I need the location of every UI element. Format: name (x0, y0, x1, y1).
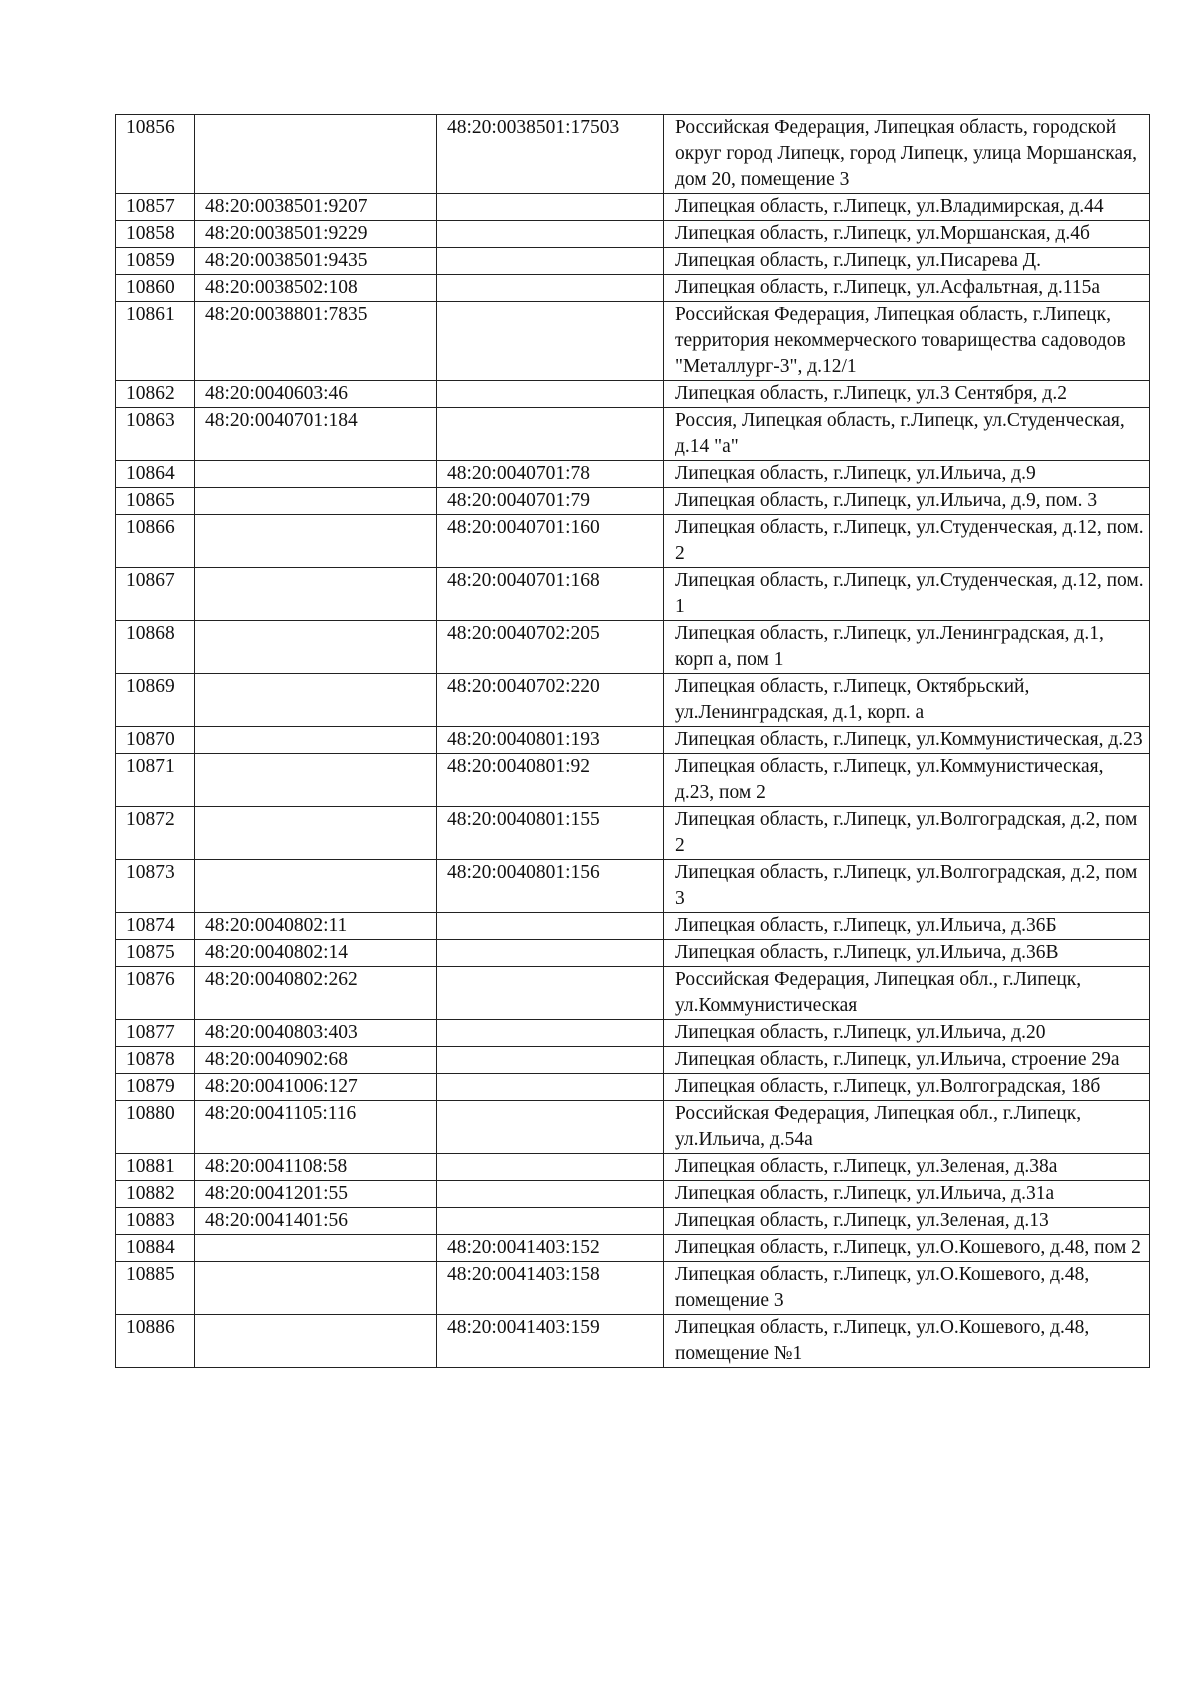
object-cadastral-number-cell: 48:20:0040702:220 (437, 674, 664, 727)
land-cadastral-number-cell: 48:20:0038501:9229 (195, 221, 437, 248)
object-cadastral-number-cell: 48:20:0038501:17503 (437, 115, 664, 194)
table-row (116, 381, 1150, 408)
object-cadastral-number-cell (437, 302, 664, 381)
land-cadastral-number-cell (195, 1262, 437, 1315)
address-cell: Российская Федерация, Липецкая область, г.Липецк, территория некоммерческого товарищества садоводов "Металлург-3", д.12/1 (664, 302, 1150, 381)
row-number-cell: 10856 (116, 115, 195, 194)
land-cadastral-number-cell: 48:20:0040802:14 (195, 940, 437, 967)
row-number-cell: 10882 (116, 1181, 195, 1208)
address-cell: Липецкая область, г.Липецк, ул.Ильича, д.36В (664, 940, 1150, 967)
object-cadastral-number-cell (437, 967, 664, 1020)
table-row (116, 1262, 1150, 1315)
address-cell: Липецкая область, г.Липецк, ул.Коммунистическая, д.23 (664, 727, 1150, 754)
land-cadastral-number-cell (195, 515, 437, 568)
address-cell: Липецкая область, г.Липецк, ул.Ильича, д.36Б (664, 913, 1150, 940)
object-cadastral-number-cell: 48:20:0040701:78 (437, 461, 664, 488)
land-cadastral-number-cell: 48:20:0041401:56 (195, 1208, 437, 1235)
table-row (116, 1020, 1150, 1047)
address-cell: Липецкая область, г.Липецк, ул.Моршанская, д.4б (664, 221, 1150, 248)
address-cell: Липецкая область, г.Липецк, ул.Волгоградская, 18б (664, 1074, 1150, 1101)
table-row (116, 1047, 1150, 1074)
land-cadastral-number-cell (195, 860, 437, 913)
address-cell: Липецкая область, г.Липецк, Октябрьский, ул.Ленинградская, д.1, корп. а (664, 674, 1150, 727)
land-cadastral-number-cell (195, 727, 437, 754)
table-row (116, 727, 1150, 754)
row-number-cell: 10864 (116, 461, 195, 488)
address-cell: Липецкая область, г.Липецк, ул.Студенческая, д.12, пом. 2 (664, 515, 1150, 568)
row-number-cell: 10880 (116, 1101, 195, 1154)
object-cadastral-number-cell: 48:20:0041403:159 (437, 1315, 664, 1368)
row-number-cell: 10883 (116, 1208, 195, 1235)
object-cadastral-number-cell (437, 275, 664, 302)
table-row (116, 275, 1150, 302)
address-cell: Липецкая область, г.Липецк, ул.Ильича, строение 29а (664, 1047, 1150, 1074)
row-number-cell: 10872 (116, 807, 195, 860)
table-row (116, 1208, 1150, 1235)
land-cadastral-number-cell: 48:20:0038801:7835 (195, 302, 437, 381)
table-row (116, 1235, 1150, 1262)
land-cadastral-number-cell (195, 1235, 437, 1262)
object-cadastral-number-cell (437, 1181, 664, 1208)
row-number-cell: 10881 (116, 1154, 195, 1181)
object-cadastral-number-cell (437, 940, 664, 967)
table-row (116, 488, 1150, 515)
object-cadastral-number-cell (437, 248, 664, 275)
address-cell: Липецкая область, г.Липецк, ул.Ильича, д.20 (664, 1020, 1150, 1047)
table-row (116, 248, 1150, 275)
address-cell: Липецкая область, г.Липецк, ул.3 Сентября, д.2 (664, 381, 1150, 408)
land-cadastral-number-cell: 48:20:0040902:68 (195, 1047, 437, 1074)
land-cadastral-number-cell: 48:20:0040603:46 (195, 381, 437, 408)
row-number-cell: 10867 (116, 568, 195, 621)
address-cell: Липецкая область, г.Липецк, ул.О.Кошевого, д.48, помещение 3 (664, 1262, 1150, 1315)
address-cell: Российская Федерация, Липецкая обл., г.Липецк, ул.Коммунистическая (664, 967, 1150, 1020)
row-number-cell: 10863 (116, 408, 195, 461)
object-cadastral-number-cell (437, 381, 664, 408)
row-number-cell: 10866 (116, 515, 195, 568)
object-cadastral-number-cell (437, 221, 664, 248)
object-cadastral-number-cell (437, 1101, 664, 1154)
land-cadastral-number-cell: 48:20:0040701:184 (195, 408, 437, 461)
table-row (116, 860, 1150, 913)
land-cadastral-number-cell (195, 568, 437, 621)
address-cell: Российская Федерация, Липецкая область, городской округ город Липецк, город Липецк, улица Моршанская, дом 20, помещение 3 (664, 115, 1150, 194)
row-number-cell: 10877 (116, 1020, 195, 1047)
land-cadastral-number-cell: 48:20:0041108:58 (195, 1154, 437, 1181)
address-cell: Липецкая область, г.Липецк, ул.Ильича, д.31а (664, 1181, 1150, 1208)
row-number-cell: 10869 (116, 674, 195, 727)
table-row (116, 754, 1150, 807)
row-number-cell: 10868 (116, 621, 195, 674)
row-number-cell: 10885 (116, 1262, 195, 1315)
row-number-cell: 10878 (116, 1047, 195, 1074)
row-number-cell: 10857 (116, 194, 195, 221)
object-cadastral-number-cell (437, 1047, 664, 1074)
address-cell: Липецкая область, г.Липецк, ул.Волгоградская, д.2, пом 2 (664, 807, 1150, 860)
row-number-cell: 10860 (116, 275, 195, 302)
table-row (116, 967, 1150, 1020)
land-cadastral-number-cell (195, 488, 437, 515)
row-number-cell: 10862 (116, 381, 195, 408)
land-cadastral-number-cell: 48:20:0040802:11 (195, 913, 437, 940)
row-number-cell: 10873 (116, 860, 195, 913)
table-row (116, 1154, 1150, 1181)
land-cadastral-number-cell (195, 115, 437, 194)
object-cadastral-number-cell: 48:20:0040801:193 (437, 727, 664, 754)
object-cadastral-number-cell: 48:20:0040701:79 (437, 488, 664, 515)
address-cell: Липецкая область, г.Липецк, ул.Коммунистическая, д.23, пом 2 (664, 754, 1150, 807)
table-row (116, 807, 1150, 860)
address-cell: Липецкая область, г.Липецк, ул.Асфальтная, д.115а (664, 275, 1150, 302)
object-cadastral-number-cell (437, 1154, 664, 1181)
land-cadastral-number-cell: 48:20:0038501:9207 (195, 194, 437, 221)
object-cadastral-number-cell (437, 1074, 664, 1101)
table-row (116, 674, 1150, 727)
table-row (116, 194, 1150, 221)
object-cadastral-number-cell (437, 913, 664, 940)
object-cadastral-number-cell: 48:20:0040702:205 (437, 621, 664, 674)
land-cadastral-number-cell (195, 807, 437, 860)
table-row (116, 568, 1150, 621)
row-number-cell: 10861 (116, 302, 195, 381)
land-cadastral-number-cell (195, 1315, 437, 1368)
table-row (116, 408, 1150, 461)
address-cell: Липецкая область, г.Липецк, ул.Ильича, д.9, пом. 3 (664, 488, 1150, 515)
object-cadastral-number-cell: 48:20:0040801:155 (437, 807, 664, 860)
registry-table-body (116, 115, 1150, 1368)
table-row (116, 115, 1150, 194)
row-number-cell: 10876 (116, 967, 195, 1020)
address-cell: Липецкая область, г.Липецк, ул.Писарева Д. (664, 248, 1150, 275)
row-number-cell: 10874 (116, 913, 195, 940)
object-cadastral-number-cell (437, 1208, 664, 1235)
address-cell: Российская Федерация, Липецкая обл., г.Липецк, ул.Ильича, д.54а (664, 1101, 1150, 1154)
table-row (116, 221, 1150, 248)
object-cadastral-number-cell (437, 194, 664, 221)
land-cadastral-number-cell (195, 621, 437, 674)
table-row (116, 1074, 1150, 1101)
address-cell: Липецкая область, г.Липецк, ул.Владимирская, д.44 (664, 194, 1150, 221)
object-cadastral-number-cell: 48:20:0040701:160 (437, 515, 664, 568)
object-cadastral-number-cell (437, 1020, 664, 1047)
table-row (116, 940, 1150, 967)
table-row (116, 1181, 1150, 1208)
land-cadastral-number-cell: 48:20:0041006:127 (195, 1074, 437, 1101)
land-cadastral-number-cell: 48:20:0038502:108 (195, 275, 437, 302)
row-number-cell: 10859 (116, 248, 195, 275)
address-cell: Липецкая область, г.Липецк, ул.Студенческая, д.12, пом. 1 (664, 568, 1150, 621)
address-cell: Липецкая область, г.Липецк, ул.Волгоградская, д.2, пом 3 (664, 860, 1150, 913)
address-cell: Россия, Липецкая область, г.Липецк, ул.Студенческая, д.14 "а" (664, 408, 1150, 461)
registry-table (115, 114, 1150, 1368)
row-number-cell: 10858 (116, 221, 195, 248)
row-number-cell: 10884 (116, 1235, 195, 1262)
object-cadastral-number-cell: 48:20:0040801:156 (437, 860, 664, 913)
object-cadastral-number-cell: 48:20:0041403:158 (437, 1262, 664, 1315)
table-row (116, 621, 1150, 674)
land-cadastral-number-cell (195, 461, 437, 488)
land-cadastral-number-cell (195, 754, 437, 807)
object-cadastral-number-cell (437, 408, 664, 461)
row-number-cell: 10870 (116, 727, 195, 754)
address-cell: Липецкая область, г.Липецк, ул.Ленинградская, д.1, корп а, пом 1 (664, 621, 1150, 674)
table-row (116, 913, 1150, 940)
land-cadastral-number-cell: 48:20:0040802:262 (195, 967, 437, 1020)
object-cadastral-number-cell: 48:20:0040701:168 (437, 568, 664, 621)
land-cadastral-number-cell: 48:20:0040803:403 (195, 1020, 437, 1047)
row-number-cell: 10875 (116, 940, 195, 967)
row-number-cell: 10865 (116, 488, 195, 515)
row-number-cell: 10879 (116, 1074, 195, 1101)
address-cell: Липецкая область, г.Липецк, ул.Ильича, д.9 (664, 461, 1150, 488)
table-row (116, 515, 1150, 568)
table-row (116, 302, 1150, 381)
table-row (116, 461, 1150, 488)
row-number-cell: 10886 (116, 1315, 195, 1368)
address-cell: Липецкая область, г.Липецк, ул.Зеленая, д.38а (664, 1154, 1150, 1181)
land-cadastral-number-cell: 48:20:0041201:55 (195, 1181, 437, 1208)
land-cadastral-number-cell (195, 674, 437, 727)
row-number-cell: 10871 (116, 754, 195, 807)
object-cadastral-number-cell: 48:20:0041403:152 (437, 1235, 664, 1262)
address-cell: Липецкая область, г.Липецк, ул.О.Кошевого, д.48, помещение №1 (664, 1315, 1150, 1368)
table-row (116, 1315, 1150, 1368)
table-row (116, 1101, 1150, 1154)
land-cadastral-number-cell: 48:20:0038501:9435 (195, 248, 437, 275)
object-cadastral-number-cell: 48:20:0040801:92 (437, 754, 664, 807)
address-cell: Липецкая область, г.Липецк, ул.О.Кошевого, д.48, пом 2 (664, 1235, 1150, 1262)
address-cell: Липецкая область, г.Липецк, ул.Зеленая, д.13 (664, 1208, 1150, 1235)
land-cadastral-number-cell: 48:20:0041105:116 (195, 1101, 437, 1154)
